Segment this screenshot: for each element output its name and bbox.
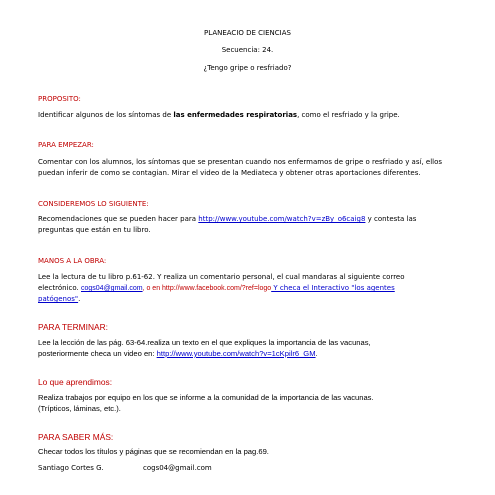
facebook-text: , o en http://www.facebook.com/?ref=logo (142, 285, 272, 292)
proposito-heading: PROPOSITO: (38, 95, 81, 103)
para-saber-mas-line-1: Checar todos los títulos y páginas que se recomiendan en la pag.69. (38, 447, 269, 456)
manos-heading: MANOS A LA OBRA: (38, 257, 107, 265)
consideremos-text-end: y contesta las (365, 215, 417, 223)
interactivo-link[interactable]: Y checa el Interactivo "los agentes (271, 284, 395, 292)
para-terminar-line-2 (38, 349, 463, 360)
proposito-text-start: Identificar algunos de los síntomas de (38, 111, 174, 119)
para-saber-mas-heading: PARA SABER MÁS: (38, 432, 114, 442)
proposito-text-end: , como el resfriado y la gripe. (297, 111, 400, 119)
para-empezar-line-2: puedan inferir de como se contagian. Mirar el video de la Mediateca y obtener otras aportaciones diferentes. (38, 169, 421, 177)
lo-que-aprendimos-line-2: (Trípticos, láminas, etc.). (38, 404, 121, 413)
manos-line-3 (38, 294, 463, 305)
author-email: cogs04@gmail.com (143, 464, 212, 472)
manos-line-2 (38, 283, 463, 294)
manos-line-2-prefix: electrónico. (38, 284, 81, 292)
para-empezar-heading: PARA EMPEZAR: (38, 141, 94, 149)
manos-line-1: Lee la lectura de tu libro p.61-62. Y realiza un comentario personal, el cual mandaras al siguiente correo (38, 273, 405, 281)
consideremos-line-2: preguntas que están en tu libro. (38, 226, 151, 234)
document-title: PLANEACIO DE CIENCIAS (204, 29, 291, 37)
para-empezar-line-1: Comentar con los alumnos, los síntomas que se presentan cuando nos enfermamos de gripe o resfriado y así, ellos (38, 158, 443, 166)
proposito-text-bold: las enfermedades respiratorias (173, 111, 298, 119)
youtube-link-2[interactable]: http://www.youtube.com/watch?v=1cKpilr6_GM (156, 349, 316, 358)
consideremos-line-1 (38, 214, 463, 225)
youtube-link-1[interactable]: http://www.youtube.com/watch?v=zBy_o6caig8 (198, 215, 366, 223)
lo-que-aprendimos-line-1: Realiza trabajos por equipo en los que se informe a la comunidad de la importancia de las vacunas. (38, 393, 374, 402)
proposito-text (38, 110, 463, 121)
lo-que-aprendimos-heading: Lo que aprendimos: (38, 377, 113, 387)
footer (38, 463, 463, 474)
manos-line-3-end: . (78, 295, 81, 303)
consideremos-heading: CONSIDEREMOS LO SIGUIENTE: (38, 200, 149, 208)
para-terminar-line-1: Lee la lección de las pág. 63-64.realiza un texto en el que expliques la importancia de las vacunas, (38, 338, 371, 347)
topic-question: ¿Tengo gripe o resfriado? (203, 64, 292, 72)
consideremos-text-start: Recomendaciones que se pueden hacer para (38, 215, 199, 223)
author-name: Santiago Cortes G. (38, 464, 104, 472)
para-terminar-line-2-end: . (315, 349, 318, 358)
sequence-label: Secuencia: 24. (221, 46, 274, 54)
email-link[interactable]: cogs04@gmail.com (81, 285, 143, 292)
para-terminar-line-2-prefix: posteriormente checa un video en: (38, 349, 157, 358)
para-terminar-heading: PARA TERMINAR: (38, 322, 108, 332)
interactivo-link-cont[interactable]: patógenos" (38, 295, 79, 303)
